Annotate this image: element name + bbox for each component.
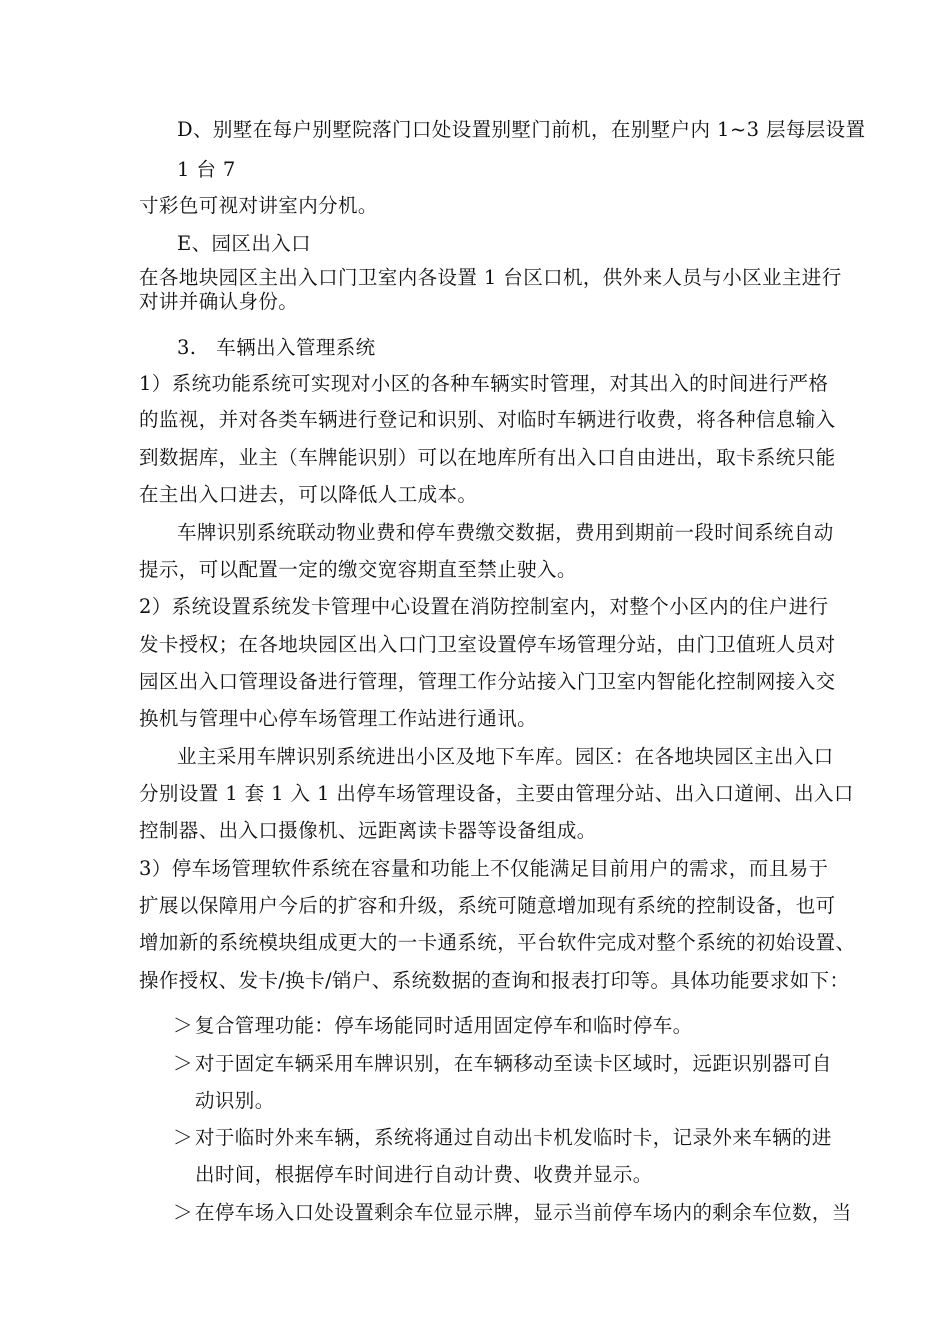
text-line: 扩展以保障用户今后的扩容和升级，系统可随意增加现有系统的控制设备，也可 xyxy=(139,894,836,917)
bullet-icon: ＞ xyxy=(173,1052,193,1075)
text-line: 动识别。 xyxy=(195,1089,275,1112)
bullet-item xyxy=(173,1128,832,1148)
text-line: 控制器、出入口摄像机、远距离读卡器等设备组成。 xyxy=(139,819,597,842)
text-line: 发卡授权；在各地块园区出入口门卫室设置停车场管理分站，由门卫值班人员对 xyxy=(139,633,836,656)
text-line: 在各地块园区主出入口门卫室内各设置 1 台区口机，供外来人员与小区业主进行 xyxy=(139,266,842,289)
text-line: 增加新的系统模块组成更大的一卡通系统，平台软件完成对整个系统的初始设置、 xyxy=(139,931,856,954)
text-line: 寸彩色可视对讲室内分机。 xyxy=(139,194,378,217)
text-line: 对讲并确认身份。 xyxy=(139,290,299,313)
bullet-text: 对于临时外来车辆，系统将通过自动出卡机发临时卡，记录外来车辆的进 xyxy=(195,1126,832,1149)
text-line: 分别设置 1 套 1 入 1 出停车场管理设备，主要由管理分站、出入口道闸、出入口 xyxy=(139,782,854,805)
section-heading: 3. 车辆出入管理系统 xyxy=(177,336,376,359)
text-line: D、别墅在每户别墅院落门口处设置别墅门前机，在别墅户内 1~3 层每层设置 xyxy=(177,118,866,141)
text-line: 3）停车场管理软件系统在容量和功能上不仅能满足目前用户的需求，而且易于 xyxy=(139,857,829,880)
bullet-text: 在停车场入口处设置剩余车位显示牌，显示当前停车场内的剩余车位数，当 xyxy=(195,1201,852,1224)
bullet-icon: ＞ xyxy=(173,1201,193,1224)
text-line: 提示，可以配置一定的缴交宽容期直至禁止驶入。 xyxy=(139,558,577,581)
text-line: 在主出入口进去，可以降低人工成本。 xyxy=(139,483,478,506)
text-line: E、园区出入口 xyxy=(177,232,312,255)
text-line: 到数据库，业主（车牌能识别）可以在地库所有出入口自由进出，取卡系统只能 xyxy=(139,446,836,469)
bullet-text: 对于固定车辆采用车牌识别，在车辆移动至读卡区域时，远距识别器可自 xyxy=(195,1052,832,1075)
text-line: 1）系统功能系统可实现对小区的各种车辆实时管理，对其出入的时间进行严格 xyxy=(139,372,829,395)
bullet-text: 复合管理功能：停车场能同时适用固定停车和临时停车。 xyxy=(195,1014,693,1037)
text-line: 园区出入口管理设备进行管理，管理工作分站接入门卫室内智能化控制网接入交 xyxy=(139,670,836,693)
text-line: 出时间，根据停车时间进行自动计费、收费并显示。 xyxy=(195,1163,653,1186)
text-line: 业主采用车牌识别系统进出小区及地下车库。园区：在各地块园区主出入口 xyxy=(177,745,834,768)
bullet-icon: ＞ xyxy=(173,1126,193,1149)
text-line: 1 台 7 xyxy=(177,158,236,181)
text-line: 车牌识别系统联动物业费和停车费缴交数据，费用到期前一段时间系统自动 xyxy=(177,521,834,544)
bullet-item xyxy=(173,1016,693,1036)
bullet-item xyxy=(173,1203,852,1223)
text-line: 操作授权、发卡/换卡/销户、系统数据的查询和报表打印等。具体功能要求如下： xyxy=(139,969,850,992)
text-line: 2）系统设置系统发卡管理中心设置在消防控制室内，对整个小区内的住户进行 xyxy=(139,595,829,618)
bullet-item xyxy=(173,1054,832,1074)
bullet-icon: ＞ xyxy=(173,1014,193,1037)
text-line: 的监视，并对各类车辆进行登记和识别、对临时车辆进行收费，将各种信息输入 xyxy=(139,408,836,431)
text-line: 换机与管理中心停车场管理工作站进行通讯。 xyxy=(139,707,538,730)
